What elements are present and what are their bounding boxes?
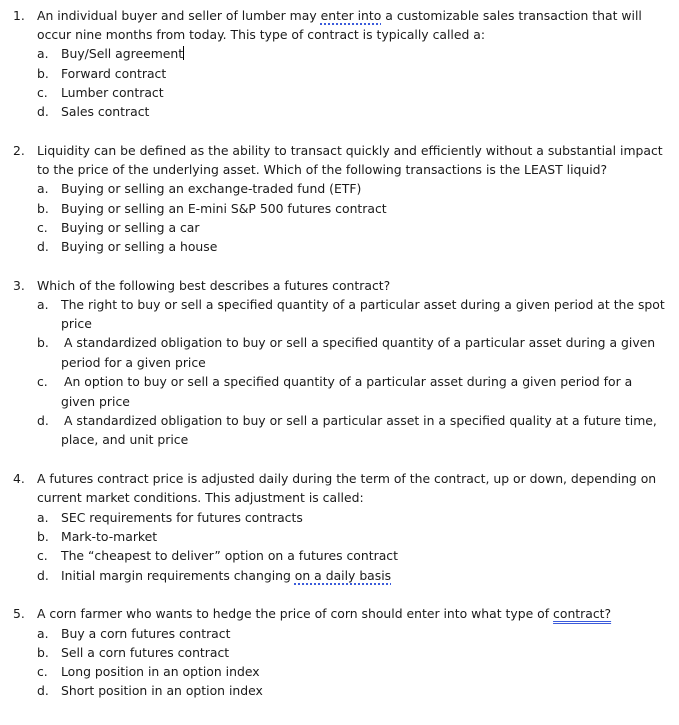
question-2-stem-line-1: Liquidity can be defined as the ability to transact quickly and efficiently without a substantial impact — [37, 143, 663, 158]
question-3-stem-line-1: Which of the following best describes a futures contract? — [37, 278, 391, 293]
grammar-flag-on-a-daily-basis[interactable]: on a daily basis — [294, 568, 392, 583]
question-4-option-c: The “cheapest to deliver” option on a futures contract — [61, 548, 398, 563]
question-2-stem-line-2: to the price of the underlying asset. Which of the following transactions is the LEAST liquid? — [37, 162, 608, 177]
option-letter: b. — [37, 335, 49, 350]
question-3-number: 3. — [13, 278, 25, 293]
question-1-option-d: Sales contract — [61, 104, 150, 119]
question-3-option-d-line-2: place, and unit price — [61, 432, 189, 447]
question-5-option-a: Buy a corn futures contract — [61, 626, 231, 641]
question-4-stem-line-2: current market conditions. This adjustment is called: — [37, 490, 364, 505]
option-letter: a. — [37, 510, 49, 525]
option-letter: b. — [37, 529, 49, 544]
question-1-option-a: Buy/Sell agreement — [61, 46, 184, 61]
option-letter: d. — [37, 683, 49, 698]
option-letter: c. — [37, 85, 48, 100]
option-letter: a. — [37, 626, 49, 641]
question-5-option-b: Sell a corn futures contract — [61, 645, 230, 660]
grammar-flag-enter-into[interactable]: enter into — [320, 8, 382, 23]
question-1-stem-line-1: An individual buyer and seller of lumber may enter into a customizable sales transaction that will — [37, 8, 642, 23]
question-1-option-b: Forward contract — [61, 66, 167, 81]
option-letter: d. — [37, 413, 49, 428]
question-3-option-c-line-1: An option to buy or sell a specified quantity of a particular asset during a given period for a — [64, 374, 633, 389]
question-4-option-d: Initial margin requirements changing on a daily basis — [61, 568, 392, 583]
question-3-option-a-line-2: price — [61, 316, 92, 331]
question-5-stem-line-1: A corn farmer who wants to hedge the price of corn should enter into what type of contract? — [37, 606, 612, 621]
option-letter: a. — [37, 181, 49, 196]
question-4-option-b: Mark-to-market — [61, 529, 158, 544]
question-3-option-a-line-1: The right to buy or sell a specified quantity of a particular asset during a given period at the spot — [61, 297, 665, 312]
option-letter: b. — [37, 66, 49, 81]
question-5-option-c: Long position in an option index — [61, 664, 260, 679]
question-5-option-d: Short position in an option index — [61, 683, 263, 698]
question-1-option-c: Lumber contract — [61, 85, 164, 100]
question-5-number: 5. — [13, 606, 25, 621]
question-4-number: 4. — [13, 471, 25, 486]
option-letter: c. — [37, 664, 48, 679]
option-letter: b. — [37, 201, 49, 216]
question-2-option-b: Buying or selling an E-mini S&P 500 futures contract — [61, 201, 387, 216]
option-letter: c. — [37, 220, 48, 235]
text-cursor — [183, 46, 184, 60]
option-letter: c. — [37, 374, 48, 389]
option-letter: d. — [37, 104, 49, 119]
question-2-option-a: Buying or selling an exchange-traded fund (ETF) — [61, 181, 362, 196]
question-4-option-a: SEC requirements for futures contracts — [61, 510, 303, 525]
question-3-option-b-line-1: A standardized obligation to buy or sell a specified quantity of a particular asset during a given — [64, 335, 656, 350]
option-letter: a. — [37, 297, 49, 312]
option-letter: d. — [37, 239, 49, 254]
option-letter: c. — [37, 548, 48, 563]
question-2-number: 2. — [13, 143, 25, 158]
question-3-option-c-line-2: given price — [61, 394, 130, 409]
question-1-number: 1. — [13, 8, 25, 23]
grammar-flag-contract[interactable]: contract? — [553, 606, 612, 621]
option-letter: a. — [37, 46, 49, 61]
question-2-option-c: Buying or selling a car — [61, 220, 200, 235]
option-letter: d. — [37, 568, 49, 583]
question-4-stem-line-1: A futures contract price is adjusted daily during the term of the contract, up or down, depending on — [37, 471, 657, 486]
question-3-option-d-line-1: A standardized obligation to buy or sell a particular asset in a specified quality at a future time, — [64, 413, 657, 428]
option-letter: b. — [37, 645, 49, 660]
question-1-stem-line-2: occur nine months from today. This type of contract is typically called a: — [37, 27, 486, 42]
question-2-option-d: Buying or selling a house — [61, 239, 218, 254]
question-3-option-b-line-2: period for a given price — [61, 355, 206, 370]
